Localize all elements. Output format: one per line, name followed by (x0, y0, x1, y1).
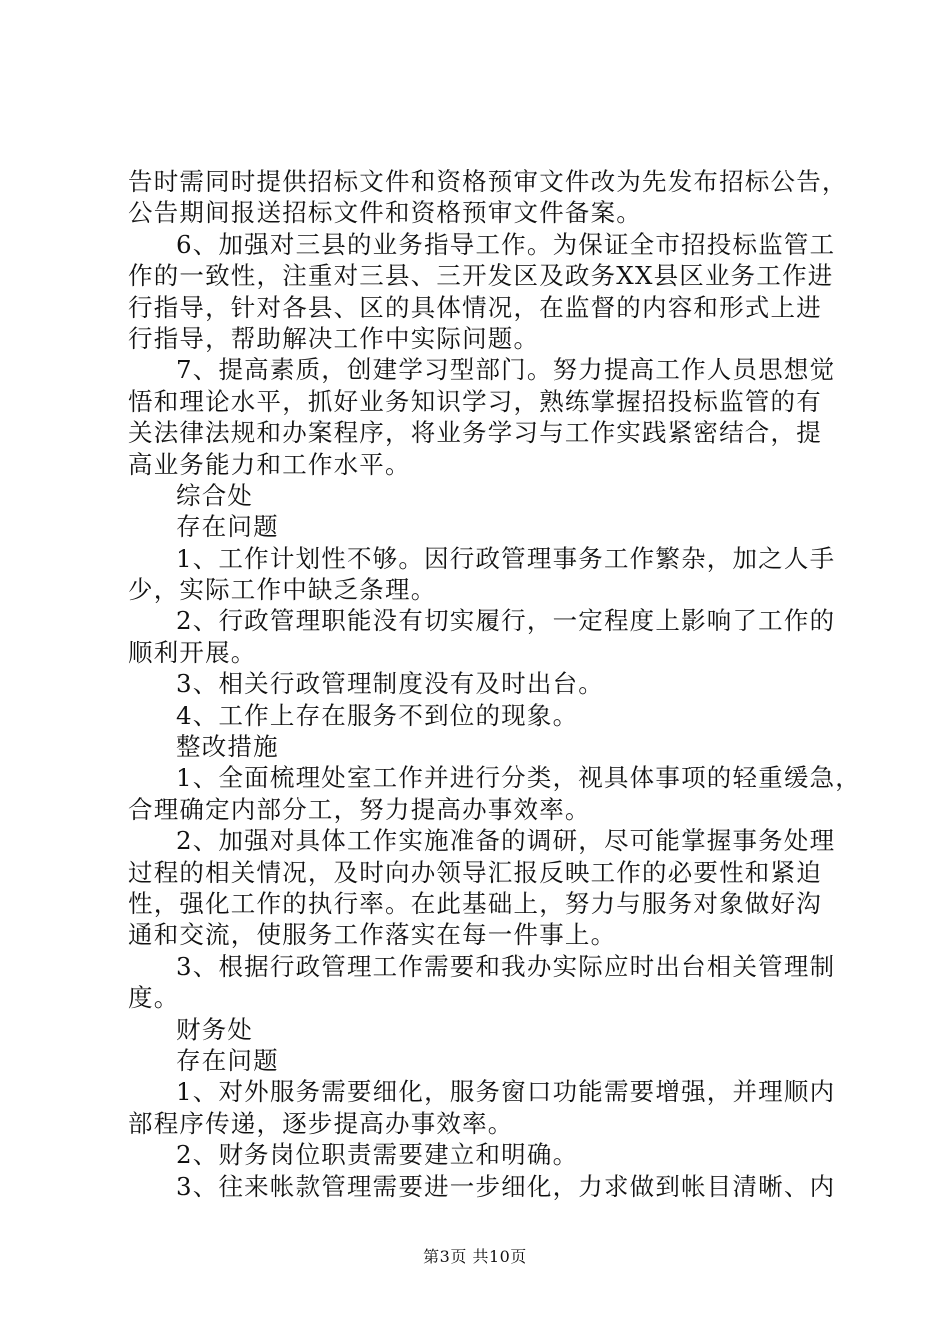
text-line: 财务处 (176, 1014, 254, 1044)
text-line: 综合处 (176, 480, 254, 510)
text-line: 少，实际工作中缺乏条理。 (128, 575, 437, 605)
text-line: 部程序传递，逐步提高办事效率。 (128, 1108, 514, 1138)
text-line: 3、往来帐款管理需要进一步细化，力求做到帐目清晰、内 (176, 1171, 836, 1201)
document-body (128, 166, 861, 1202)
text-line: 悟和理论水平，抓好业务知识学习，熟练掌握招投标监管的有 (128, 386, 822, 416)
text-line: 1、全面梳理处室工作并进行分类，视具体事项的轻重缓急， (176, 763, 861, 793)
text-line: 2、加强对具体工作实施准备的调研，尽可能掌握事务处理 (176, 826, 836, 856)
text-line: 合理确定内部分工，努力提高办事效率。 (128, 794, 591, 824)
text-line: 1、对外服务需要细化，服务窗口功能需要增强，并理顺内 (176, 1077, 836, 1107)
text-line: 存在问题 (176, 1045, 279, 1075)
page-number-footer: 第3页 共10页 (423, 1247, 527, 1266)
text-line: 行指导，帮助解决工作中实际问题。 (128, 323, 540, 353)
text-line: 3、相关行政管理制度没有及时出台。 (176, 669, 604, 699)
text-line: 1、工作计划性不够。因行政管理事务工作繁杂，加之人手 (176, 543, 836, 573)
text-line: 2、财务岗位职责需要建立和明确。 (176, 1140, 579, 1170)
text-line: 顺利开展。 (128, 637, 257, 667)
text-line: 存在问题 (176, 512, 279, 542)
text-line: 作的一致性，注重对三县、三开发区及政务XX县区业务工作进 (128, 261, 834, 291)
text-line: 7、提高素质，创建学习型部门。努力提高工作人员思想觉 (176, 355, 836, 385)
text-line: 高业务能力和工作水平。 (128, 449, 411, 479)
text-line: 6、加强对三县的业务指导工作。为保证全市招投标监管工 (176, 229, 836, 259)
text-line: 通和交流，使服务工作落实在每一件事上。 (128, 920, 617, 950)
text-line: 3、根据行政管理工作需要和我办实际应时出台相关管理制 (176, 951, 836, 981)
text-line: 关法律法规和办案程序，将业务学习与工作实践紧密结合，提 (128, 418, 822, 448)
text-line: 公告期间报送招标文件和资格预审文件备案。 (128, 198, 642, 228)
text-line: 2、行政管理职能没有切实履行，一定程度上影响了工作的 (176, 606, 836, 636)
text-line: 整改措施 (176, 732, 279, 762)
text-line: 行指导，针对各县、区的具体情况，在监督的内容和形式上进 (128, 292, 822, 322)
text-line: 告时需同时提供招标文件和资格预审文件改为先发布招标公告， (128, 167, 848, 196)
text-line: 度。 (128, 983, 180, 1013)
text-line: 过程的相关情况，及时向办领导汇报反映工作的必要性和紧迫 (128, 857, 822, 887)
text-line: 性，强化工作的执行率。在此基础上，努力与服务对象做好沟 (128, 888, 822, 918)
text-line: 4、工作上存在服务不到位的现象。 (176, 700, 579, 730)
